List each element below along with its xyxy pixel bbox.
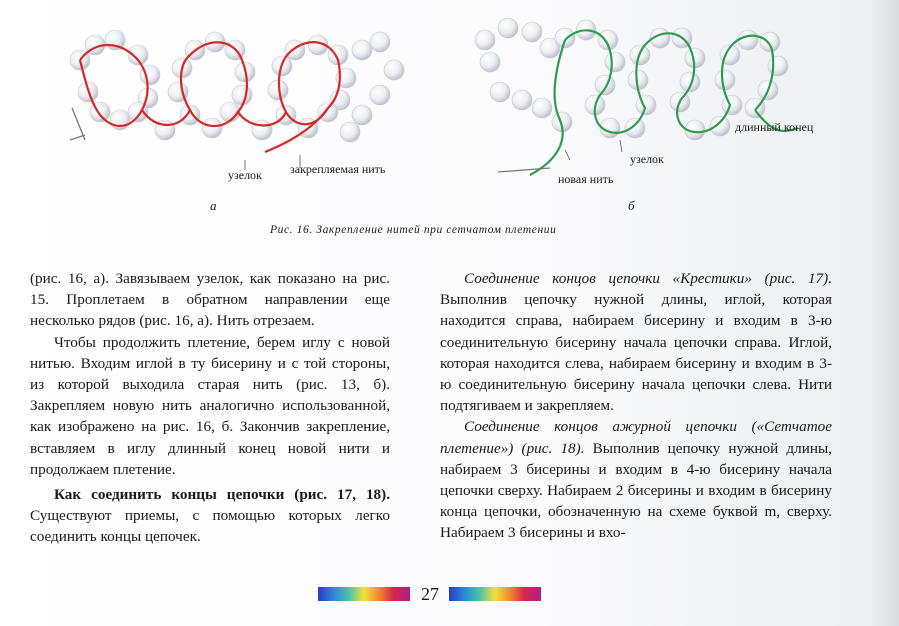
label-knot-a: узелок xyxy=(228,168,262,182)
bead xyxy=(595,75,615,95)
left-paragraph-2: Чтобы продолжить плетение, берем иглу с новой нитью. Входим иглой в ту бисерину и с той стороны, из которой выходила старая нить (рис. 13, б). Закрепляем новую нить аналогично использованной, как изображено на рис. 16, б. Закончив закрепление, вставляем в иглу длинный конец новой нити и продолжаем плетение. xyxy=(30,333,390,478)
page-footer xyxy=(0,584,899,606)
left-paragraph-3-text: Существуют приемы, с помощью которых легко соединить концы цепочек. xyxy=(30,507,390,546)
right-paragraph-1 xyxy=(440,268,832,416)
rainbow-bar-left xyxy=(318,587,410,601)
bead xyxy=(352,40,372,60)
rainbow-bar-right xyxy=(449,587,541,601)
bead xyxy=(384,60,404,80)
left-paragraph-1: (рис. 16, а). Завязываем узелок, как показано на рис. 15. Проплетаем в обратном направлении еще несколько рядов (рис. 16, а). Нить отрезаем. xyxy=(30,270,390,330)
label-knot-b: узелок xyxy=(630,152,664,166)
bead xyxy=(532,98,552,118)
label-long-end: длинный конец xyxy=(735,120,814,134)
left-paragraph-3 xyxy=(30,484,390,548)
bead xyxy=(370,85,390,105)
bead xyxy=(710,116,730,136)
figure-b xyxy=(450,0,840,215)
bead xyxy=(475,30,495,50)
bead xyxy=(605,52,625,72)
page-number: 27 xyxy=(421,584,439,604)
bead xyxy=(738,30,758,50)
bead xyxy=(722,95,742,115)
bead xyxy=(555,28,575,48)
bead xyxy=(285,40,305,60)
right-paragraph-1-text: Выполнив цепочку нужной длины, иглой, которая находится справа, набираем бисерину и входим в 3-ю соединительную бисерину начала цепочки справа. Иглой, которая находится слева, набираем бисерину и входим в 3-ю соединительную бисерину начала цепочки слева. Нити подтягиваем и закрепляем. xyxy=(440,291,832,415)
bead xyxy=(202,118,222,138)
section-heading: Как соединить концы цепочки (рис. 17, 18). xyxy=(54,486,390,504)
bead xyxy=(352,105,372,125)
bead xyxy=(522,22,542,42)
bead xyxy=(318,102,338,122)
label-new-thread: новая нить xyxy=(558,172,614,186)
right-paragraph-2-text: Выполнив цепочку нужной длины, набираем 3 бисерины и входим в 4-ю бисерину начала цепочки сверху. Набираем 2 бисерины и входим в бисерину конца цепочки, обозначенную на схеме буквой m, сверху. Набираем 3 бисерины и вхо- xyxy=(440,439,832,542)
subheading-crosses: Соединение концов цепочки «Крестики» (рис. 17). xyxy=(464,270,832,287)
figure-a xyxy=(50,0,420,215)
beadwork-diagram-b xyxy=(450,0,840,215)
right-column xyxy=(440,268,832,544)
bead xyxy=(370,32,390,52)
left-column xyxy=(30,268,390,548)
figure-caption: Рис. 16. Закрепление нитей при сетчатом плетении xyxy=(270,224,557,236)
bead xyxy=(512,90,532,110)
bead xyxy=(128,45,148,65)
sublabel-b: б xyxy=(628,198,635,213)
bead xyxy=(625,118,645,138)
bead xyxy=(252,120,272,140)
bead xyxy=(232,85,252,105)
bead xyxy=(768,56,788,76)
subheading-openwork: Соединение концов ажурной цепочки («Сетчатое плетение») (рис. 18). xyxy=(440,418,832,457)
bead xyxy=(760,32,780,52)
bead xyxy=(340,122,360,142)
bead xyxy=(715,70,735,90)
right-paragraph-2 xyxy=(440,416,832,543)
bead xyxy=(490,82,510,102)
label-fixed-thread: закрепляемая нить xyxy=(290,162,386,176)
bead xyxy=(636,95,656,115)
bead xyxy=(498,18,518,38)
sublabel-a: а xyxy=(210,198,217,213)
bead xyxy=(480,52,500,72)
